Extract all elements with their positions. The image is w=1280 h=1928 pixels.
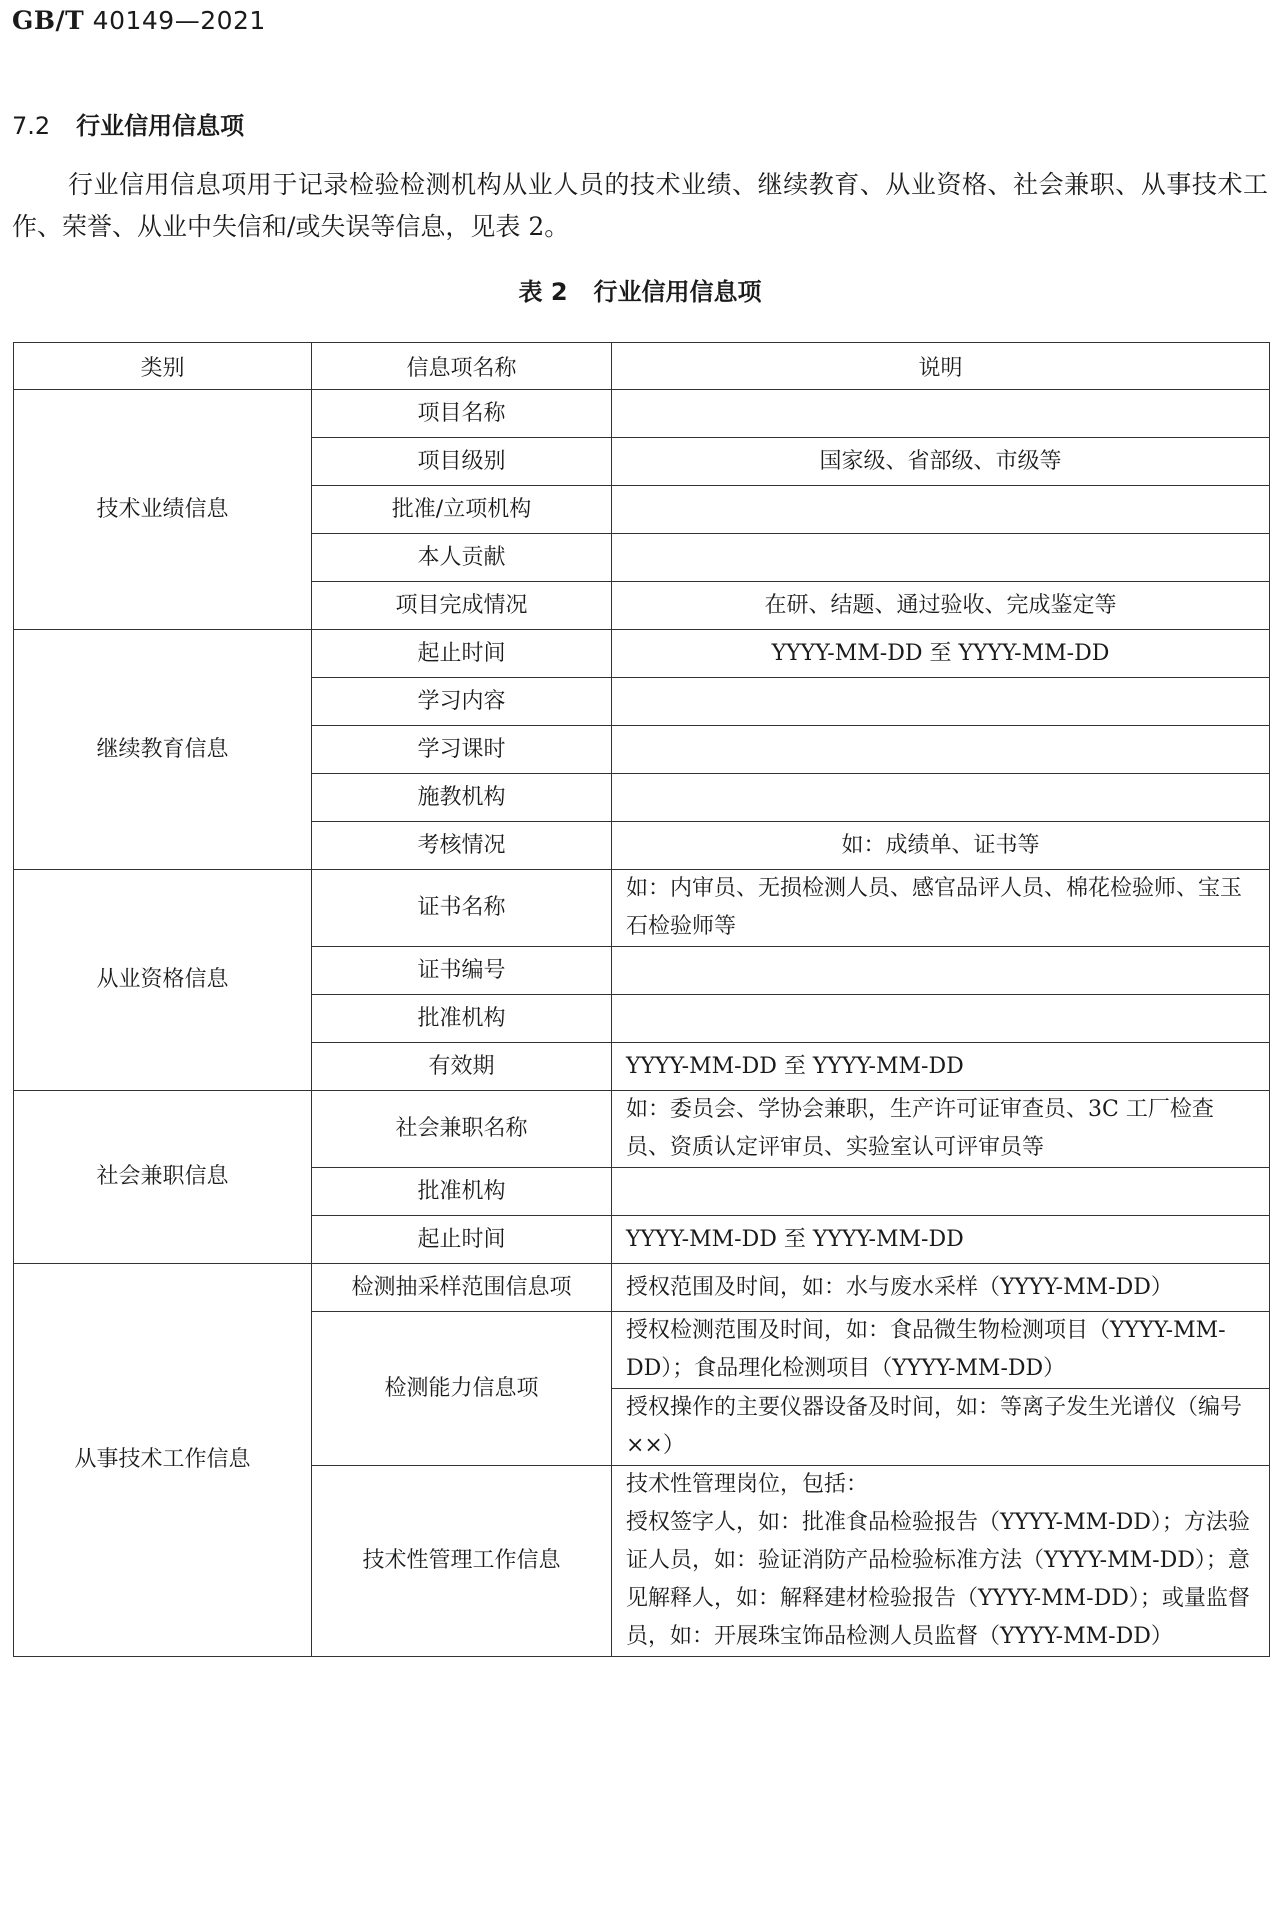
section-title: 行业信用信息项 [76, 112, 245, 140]
table-row [14, 1264, 1270, 1312]
description-cell: 如：委员会、学协会兼职，生产许可证审查员、3C 工厂检查员、资质认定评审员、实验室认可评审员等 [612, 1091, 1270, 1168]
item-name-cell: 考核情况 [312, 822, 612, 870]
description-line: 授权签字人，如：批准食品检验报告（YYYY-MM-DD）；方法验证人员，如：验证消防产品检验标准方法（YYYY-MM-DD）；意见解释人，如：解释建材检验报告（YYYY-MM-DD）；或量监督员，如：开展珠宝饰品检测人员监督（YYYY-MM-DD） [626, 1510, 1250, 1649]
item-name-cell: 检测抽采样范围信息项 [312, 1264, 612, 1312]
item-name-cell: 社会兼职名称 [312, 1091, 612, 1168]
category-cell: 继续教育信息 [14, 630, 312, 870]
item-name-cell: 检测能力信息项 [312, 1312, 612, 1466]
standard-code [12, 6, 266, 35]
item-name-cell: 学习课时 [312, 726, 612, 774]
table-number: 表 2 [518, 278, 568, 306]
description-cell [612, 947, 1270, 995]
description-cell [612, 774, 1270, 822]
category-cell: 从业资格信息 [14, 870, 312, 1091]
table-title: 行业信用信息项 [593, 278, 762, 306]
category-cell: 社会兼职信息 [14, 1091, 312, 1264]
item-name-cell: 起止时间 [312, 1216, 612, 1264]
description-cell: YYYY-MM-DD 至 YYYY-MM-DD [612, 630, 1270, 678]
table-header-row [14, 343, 1270, 390]
item-name-cell: 本人贡献 [312, 534, 612, 582]
category-cell: 从事技术工作信息 [14, 1264, 312, 1657]
item-name-cell: 批准/立项机构 [312, 486, 612, 534]
description-cell: 在研、结题、通过验收、完成鉴定等 [612, 582, 1270, 630]
header-item-name: 信息项名称 [312, 343, 612, 390]
description-cell [612, 534, 1270, 582]
section-heading [12, 106, 244, 141]
header-category: 类别 [14, 343, 312, 390]
description-cell: YYYY-MM-DD 至 YYYY-MM-DD [612, 1043, 1270, 1091]
item-name-cell: 有效期 [312, 1043, 612, 1091]
table-caption [0, 272, 1280, 307]
description-cell [612, 1168, 1270, 1216]
header-description: 说明 [612, 343, 1270, 390]
item-name-cell: 项目名称 [312, 390, 612, 438]
table-row [14, 870, 1270, 947]
description-cell: YYYY-MM-DD 至 YYYY-MM-DD [612, 1216, 1270, 1264]
item-name-cell: 批准机构 [312, 1168, 612, 1216]
item-name-cell: 证书编号 [312, 947, 612, 995]
description-cell [612, 678, 1270, 726]
item-name-cell: 项目级别 [312, 438, 612, 486]
item-name-cell: 技术性管理工作信息 [312, 1466, 612, 1657]
description-cell: 授权检测范围及时间，如：食品微生物检测项目（YYYY-MM-DD）；食品理化检测项目（YYYY-MM-DD） [612, 1312, 1270, 1389]
table-row [14, 390, 1270, 438]
item-name-cell: 学习内容 [312, 678, 612, 726]
category-cell: 技术业绩信息 [14, 390, 312, 630]
standard-prefix: GB/T [12, 6, 85, 35]
description-cell: 如：成绩单、证书等 [612, 822, 1270, 870]
description-cell [612, 726, 1270, 774]
item-name-cell: 起止时间 [312, 630, 612, 678]
item-name-cell: 证书名称 [312, 870, 612, 947]
description-cell: 授权操作的主要仪器设备及时间，如：等离子发生光谱仪（编号××） [612, 1389, 1270, 1466]
body-paragraph: 行业信用信息项用于记录检验检测机构从业人员的技术业绩、继续教育、从业资格、社会兼职、从事技术工作、荣誉、从业中失信和/或失误等信息，见表 2。 [12, 170, 1268, 241]
table-row [14, 630, 1270, 678]
description-cell: 授权范围及时间，如：水与废水采样（YYYY-MM-DD） [612, 1264, 1270, 1312]
standard-number: 40149—2021 [92, 6, 266, 35]
table-row [14, 1091, 1270, 1168]
description-cell [612, 995, 1270, 1043]
description-cell [612, 486, 1270, 534]
description-cell [612, 1466, 1270, 1657]
description-cell [612, 390, 1270, 438]
section-number: 7.2 [12, 112, 51, 140]
description-cell: 国家级、省部级、市级等 [612, 438, 1270, 486]
description-cell: 如：内审员、无损检测人员、感官品评人员、棉花检验师、宝玉石检验师等 [612, 870, 1270, 947]
item-name-cell: 施教机构 [312, 774, 612, 822]
credit-info-table [13, 342, 1270, 1657]
item-name-cell: 批准机构 [312, 995, 612, 1043]
description-line: 技术性管理岗位，包括： [626, 1472, 869, 1497]
item-name-cell: 项目完成情况 [312, 582, 612, 630]
